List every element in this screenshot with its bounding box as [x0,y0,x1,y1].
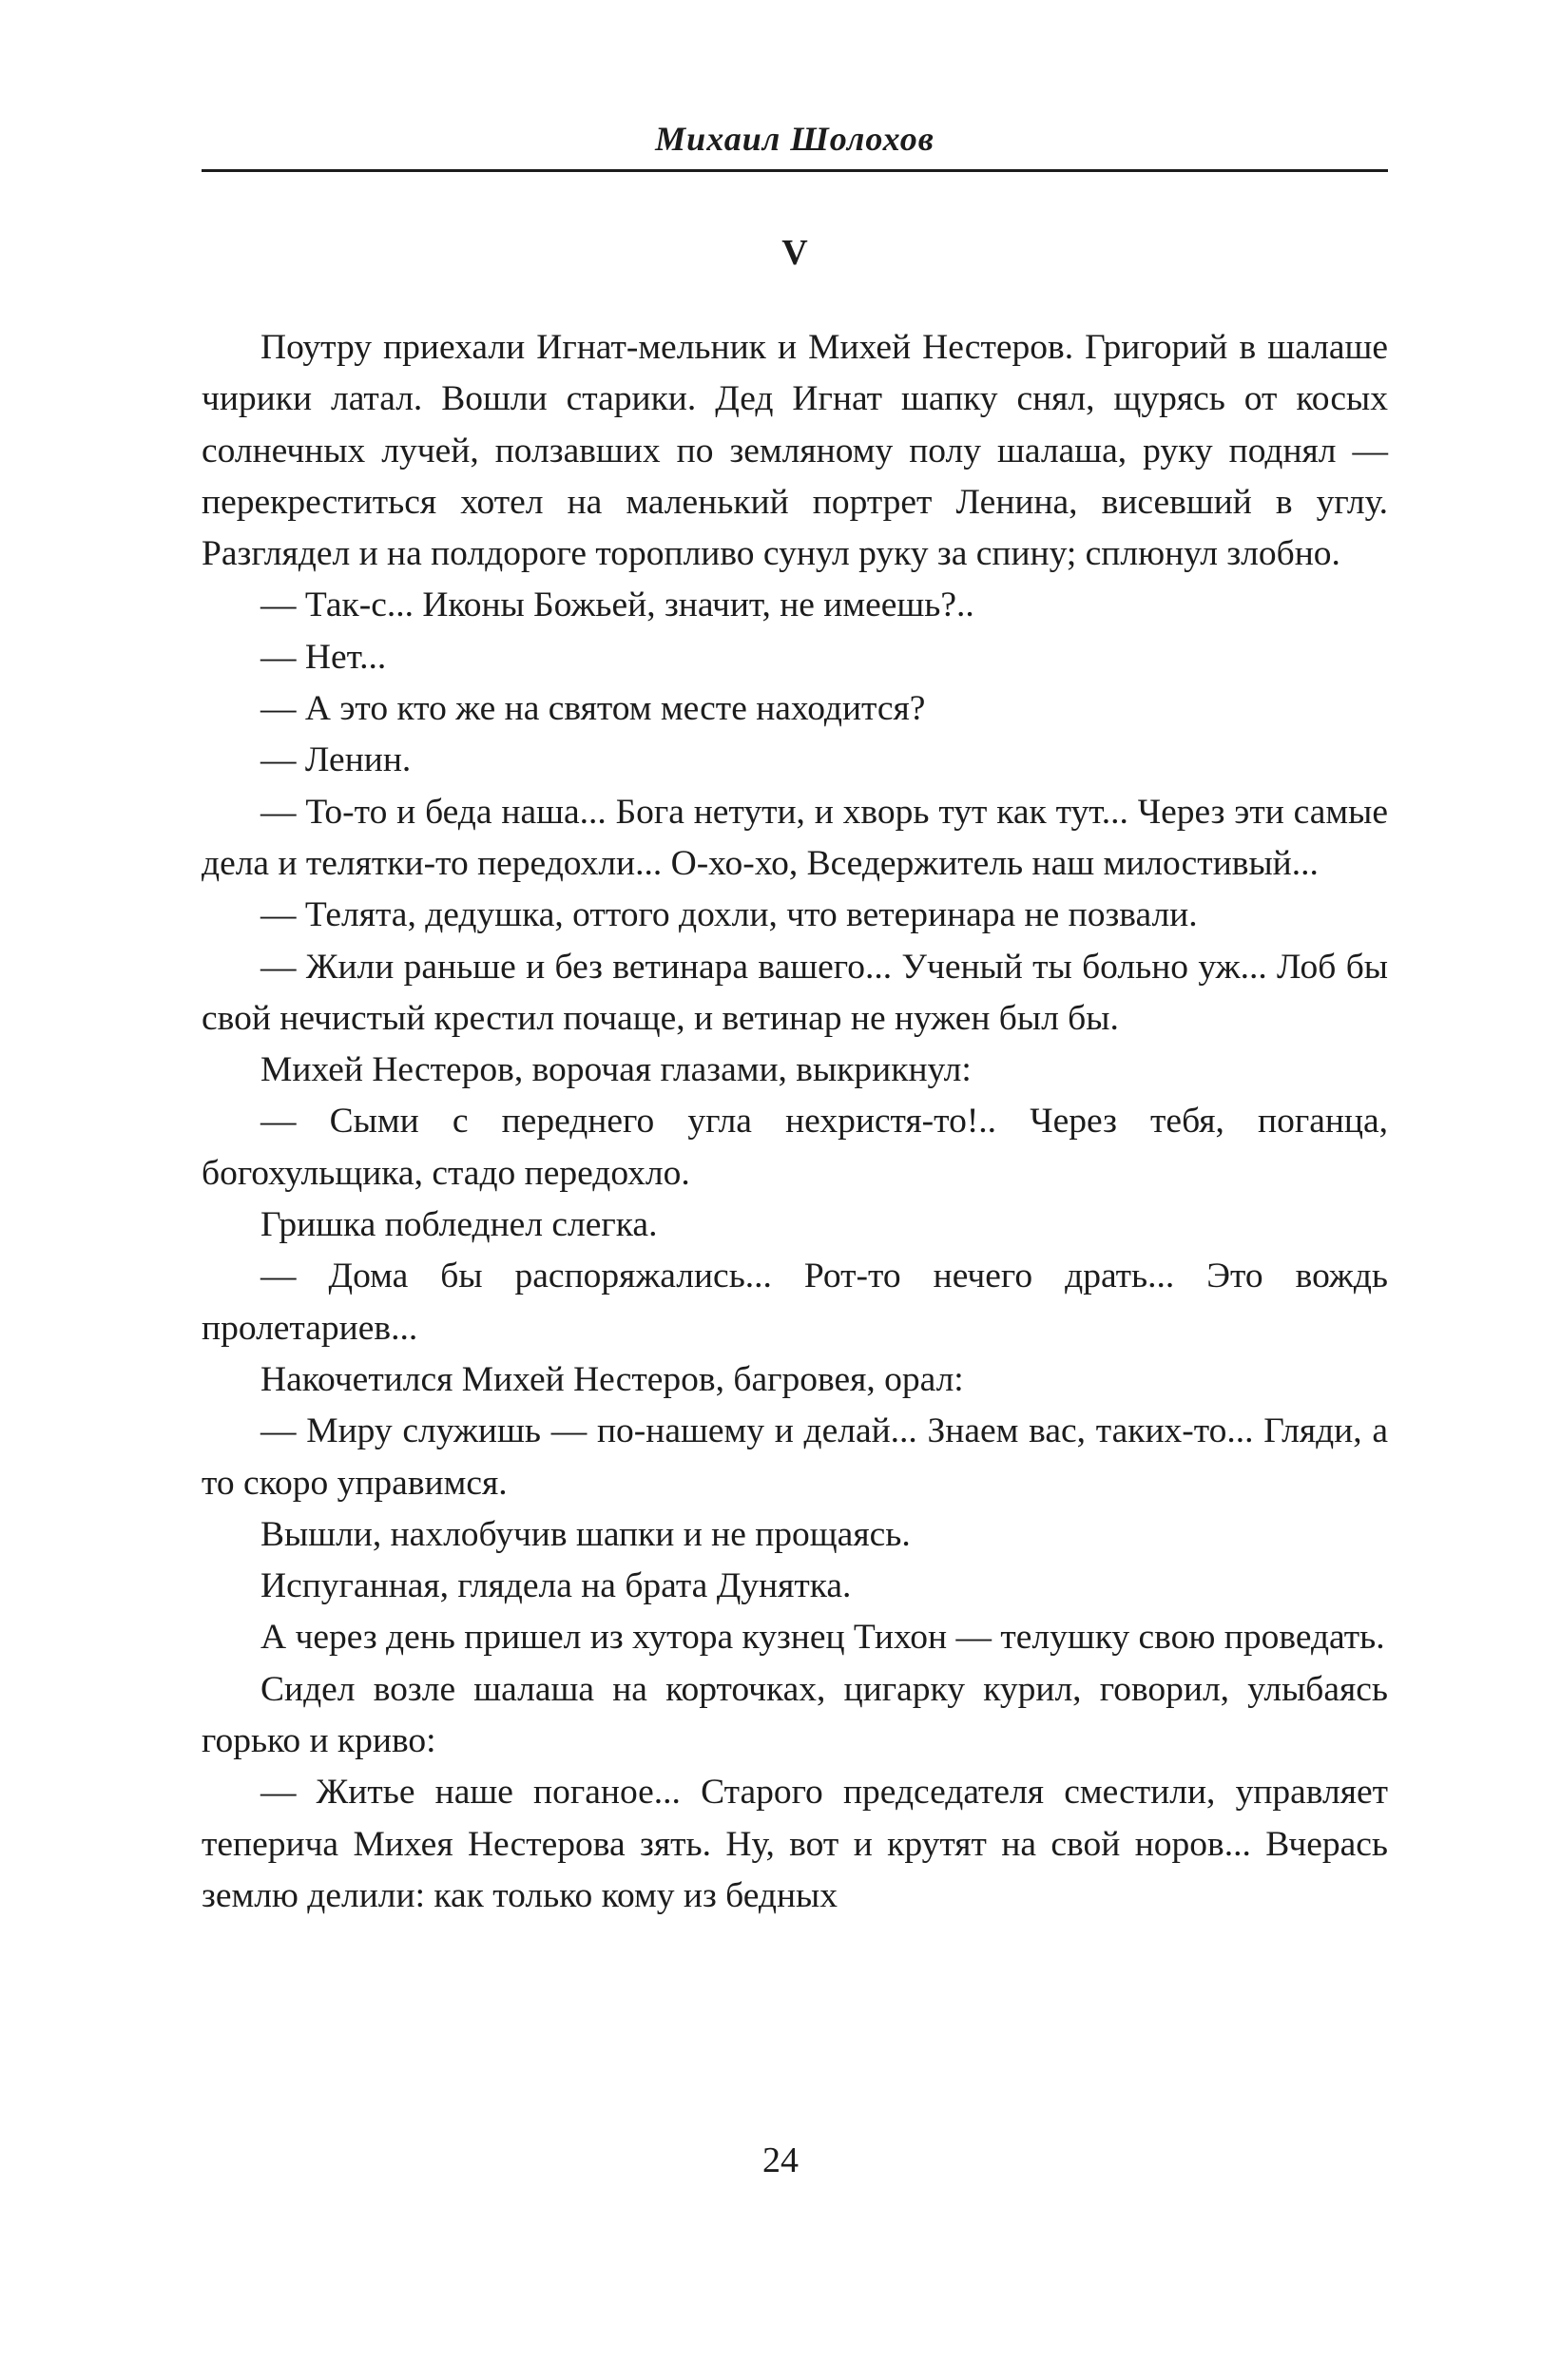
paragraph: А через день пришел из хутора кузнец Тихон — телушку свою проведать. [260,1618,1385,1658]
paragraph: — А это кто же на святом месте находится? [260,689,926,729]
paragraph: — То-то и беда наша... Бога нетути, и хворь тут как тут... Через эти самые дела и телятки-то передохли... О-хо-хо, Вседержитель наш милостивый... [202,792,1388,883]
paragraph: — Телята, дедушка, оттого дохли, что ветеринара не позвали. [260,895,1198,935]
running-head-author: Михаил Шолохов [655,120,935,158]
book-page [202,114,1388,1922]
chapter-number: V [781,233,808,273]
paragraph: — Нет... [260,637,387,677]
paragraph: Поутру приехали Игнат-мельник и Михей Нестеров. Григорий в шалаше чирики латал. Вошли старики. Дед Игнат шапку снял, щурясь от косых солнечных лучей, ползавших по земляному полу шалаша, руку поднял — перекреститься хотел на маленький портрет Ленина, висевший в углу. Разглядел и на полдороге торопливо сунул руку за спину; сплюнул злобно. [202,328,1388,574]
paragraph: Михей Нестеров, ворочая глазами, выкрикнул: [260,1050,972,1090]
paragraph: — Жили раньше и без ветинара вашего... Ученый ты больно уж... Лоб бы свой нечистый крестил почаще, и ветинар не нужен был бы. [202,947,1388,1038]
paragraph: Гришка побледнел слегка. [260,1205,658,1245]
paragraph: Накочетился Михей Нестеров, багровея, орал: [260,1359,964,1399]
paragraph: — Дома бы распоряжались... Рот-то нечего драть... Это вождь пролетариев... [202,1257,1388,1348]
paragraph: Испуганная, глядела на брата Дунятка. [260,1566,852,1606]
header-rule [202,169,1388,172]
paragraph: Вышли, нахлобучив шапки и не прощаясь. [260,1514,911,1554]
paragraph: Сидел возле шалаша на корточках, цигарку курил, говорил, улыбаясь горько и криво: [202,1669,1388,1761]
paragraph: — Житье наше поганое... Старого председателя сместили, управляет теперича Михея Нестерова зять. Ну, вот и крутят на свой норов... Вчерась землю делили: как только кому из бедных [202,1773,1388,1915]
paragraph: — Миру служишь — по-нашему и делай... Знаем вас, таких-то... Гляди, а то скоро управимся. [202,1411,1388,1503]
paragraph: — Ленин. [260,740,412,780]
paragraph: — Сыми с переднего угла нехристя-то!.. Через тебя, поганца, богохульщика, стадо передохло. [202,1102,1388,1193]
page-number: 24 [762,2140,799,2180]
paragraph: — Так-с... Иконы Божьей, значит, не имеешь?.. [260,585,974,625]
body-text [202,322,1388,1922]
